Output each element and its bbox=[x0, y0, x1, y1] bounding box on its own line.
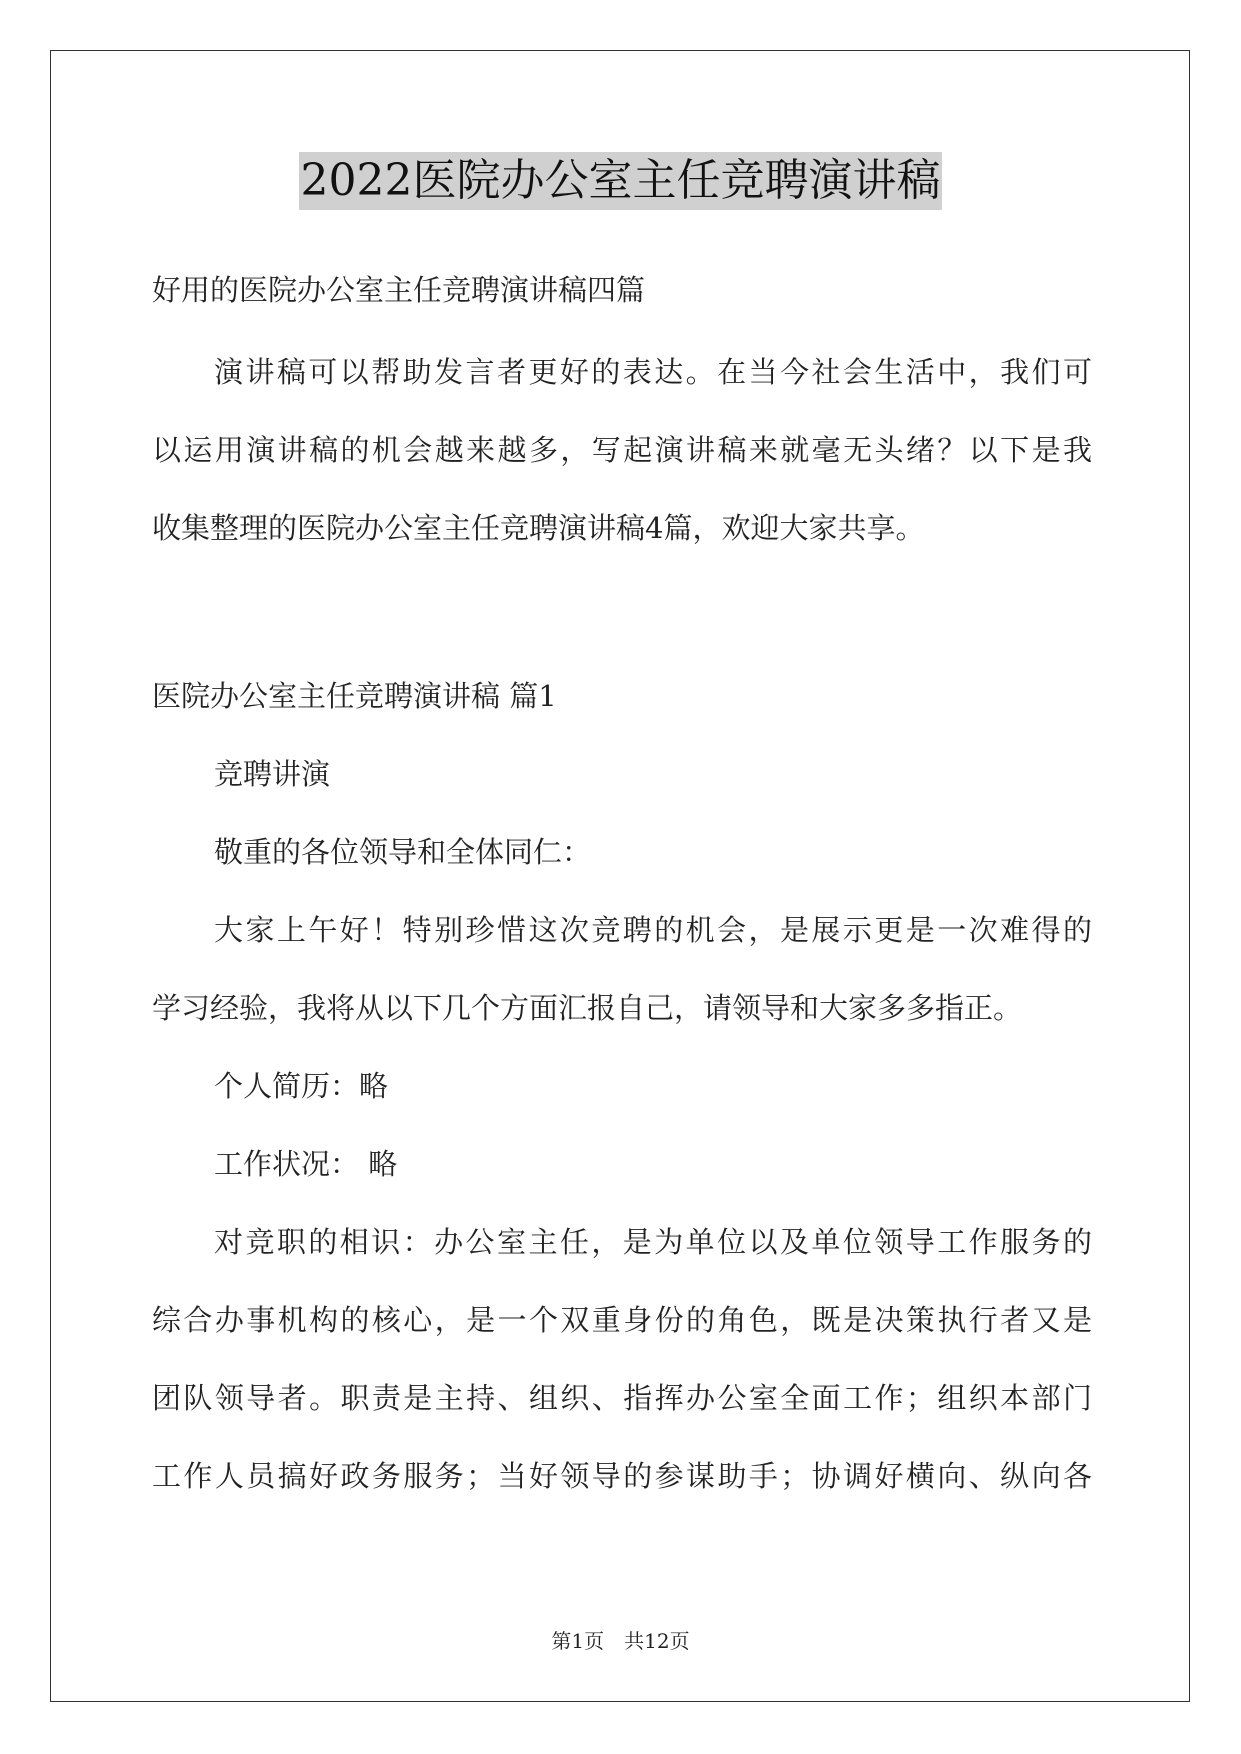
understanding-line-3: 团队领导者。职责是主持、组织、指挥办公室全面工作；组织本部门 bbox=[152, 1381, 1092, 1415]
page-footer bbox=[0, 1628, 1241, 1654]
document-title: 2022医院办公室主任竞聘演讲稿 bbox=[299, 152, 943, 210]
resume-line: 个人简历：略 bbox=[214, 1069, 389, 1103]
section-heading: 医院办公室主任竞聘演讲稿 篇1 bbox=[152, 679, 557, 713]
intro-line-1: 演讲稿可以帮助发言者更好的表达。在当今社会生活中，我们可 bbox=[214, 355, 1092, 389]
understanding-line-2: 综合办事机构的核心，是一个双重身份的角色，既是决策执行者又是 bbox=[152, 1303, 1092, 1337]
page-number-current: 第1页 bbox=[551, 1629, 605, 1653]
page-number-total: 共12页 bbox=[624, 1629, 690, 1653]
work-status-line: 工作状况： 略 bbox=[214, 1147, 398, 1181]
greeting-line-1: 大家上午好！特别珍惜这次竞聘的机会，是展示更是一次难得的 bbox=[214, 913, 1092, 947]
greeting-line-2: 学习经验，我将从以下几个方面汇报自己，请领导和大家多多指正。 bbox=[152, 991, 1023, 1025]
intro-line-3: 收集整理的医院办公室主任竞聘演讲稿4篇，欢迎大家共享。 bbox=[152, 511, 925, 545]
understanding-line-1: 对竞职的相识：办公室主任，是为单位以及单位领导工作服务的 bbox=[214, 1225, 1092, 1259]
document-subtitle: 好用的医院办公室主任竞聘演讲稿四篇 bbox=[152, 273, 646, 307]
title-container bbox=[0, 152, 1241, 210]
speech-label: 竞聘讲演 bbox=[214, 757, 331, 791]
understanding-line-4: 工作人员搞好政务服务；当好领导的参谋助手；协调好横向、纵向各 bbox=[152, 1459, 1092, 1493]
intro-line-2: 以运用演讲稿的机会越来越多，写起演讲稿来就毫无头绪？以下是我 bbox=[152, 433, 1092, 467]
salutation: 敬重的各位领导和全体同仁： bbox=[214, 835, 592, 869]
